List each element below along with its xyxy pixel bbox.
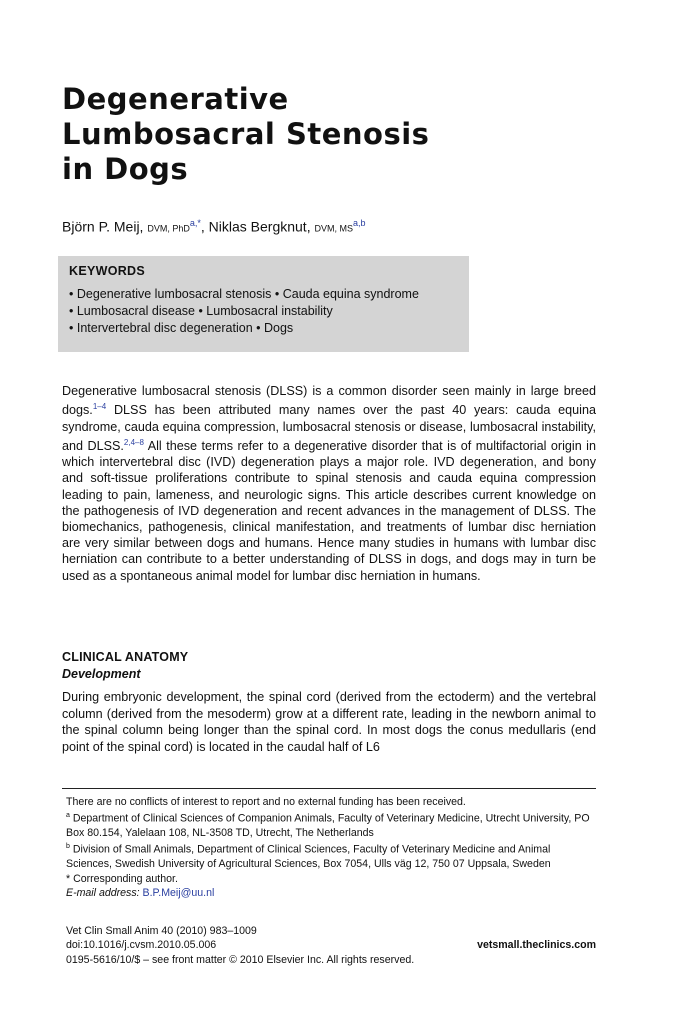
- abstract-text-2: DLSS has been attributed many names over the past 40 years: cauda equina syndrome, cauda equina compression, lumbosacral stenosis or disease, lumbosacral instability, and DLSS.: [62, 403, 596, 453]
- email-line: [66, 886, 596, 900]
- body-paragraph: During embryonic development, the spinal cord (derived from the ectoderm) and the vertebral column (derived from the mesoderm) grow at a different rate, leading in the newborn animal to the spinal column being longer than the spinal cord. In most dogs the conus medullaris (end point of the spinal cord) is located in the caudal half of L6: [62, 690, 596, 754]
- abstract-text-1: Degenerative lumbosacral stenosis (DLSS) is a common disorder seen mainly in large breed dogs.: [62, 384, 596, 418]
- abstract-text-3: All these terms refer to a degenerative disorder that is of multifactorial origin in which intervertebral disc (IVD) degeneration plays a major role. IVD degeneration, and bony and soft-tissue proliferations contribute to spinal stenosis and cauda equina compression leading to pain, lameness, and neurologic signs. This article describes current knowledge on the pathogenesis of IVD degeneration and recent advances in the management of DLSS. The biomechanics, pathogenesis, clinical manifestation, and treatments of lumbar disc herniation are very similar between dogs and humans. Hence many studies in humans with lumbar disc herniation can contribute to a better understanding of DLSS in dogs, and dogs may in turn be used as a spontaneous animal model for lumbar disc herniation in humans.: [62, 438, 596, 583]
- keywords-line: • Degenerative lumbosacral stenosis • Cauda equina syndrome: [69, 287, 419, 301]
- conflict-statement: There are no conflicts of interest to report and no external funding has been received.: [66, 796, 466, 808]
- keywords-line: • Intervertebral disc degeneration • Dogs: [69, 321, 294, 335]
- title-line-1: Degenerative: [62, 82, 289, 116]
- affiliation-b-text: Division of Small Animals, Department of Clinical Sciences, Faculty of Veterinary Medicine and Animal Sciences, Swedish University of Agricultural Sciences, Box 7054, Ulls väg 12, 750 07 Uppsala, Sweden: [66, 843, 551, 871]
- affiliation-a: [66, 809, 596, 840]
- website-link[interactable]: vetsmall.theclinics.com: [477, 939, 596, 952]
- keywords-box: [58, 256, 469, 352]
- author-2-affiliation-mark[interactable]: a,b: [353, 218, 366, 228]
- keywords-line: • Lumbosacral disease • Lumbosacral instability: [69, 304, 333, 318]
- affiliation-a-mark: a: [66, 812, 70, 820]
- footnotes: [66, 795, 596, 900]
- author-list: [62, 218, 366, 235]
- author-2-name: Niklas Bergknut,: [208, 218, 311, 235]
- subsection-heading: Development: [62, 667, 141, 681]
- footnote-divider: [62, 788, 596, 789]
- affiliation-b: [66, 840, 596, 871]
- keywords-heading: KEYWORDS: [69, 264, 146, 278]
- email-label: E-mail address:: [66, 886, 143, 899]
- title-line-3: in Dogs: [62, 152, 189, 186]
- section-heading: CLINICAL ANATOMY: [62, 650, 189, 664]
- title-line-2: Lumbosacral Stenosis: [62, 117, 430, 151]
- author-2-degree: DVM, MS: [314, 223, 353, 234]
- article-title: [62, 82, 622, 187]
- email-link[interactable]: B.P.Meij@uu.nl: [142, 886, 215, 899]
- doi-row: [66, 938, 596, 952]
- affiliation-a-text: Department of Clinical Sciences of Companion Animals, Faculty of Veterinary Medicine, Utrecht University, PO Box 80.154, Yalelaan 108, NL-3508 TD, Utrecht, The Netherlands: [66, 812, 590, 840]
- journal-citation: Vet Clin Small Anim 40 (2010) 983–1009: [66, 925, 257, 937]
- corresponding-author-note: * Corresponding author.: [66, 872, 178, 885]
- reference-link[interactable]: 2,4–8: [123, 437, 144, 447]
- reference-link[interactable]: 1–4: [92, 402, 107, 412]
- author-1-affiliation-mark[interactable]: a,*: [189, 218, 201, 228]
- affiliation-b-mark: b: [66, 843, 70, 851]
- copyright-line: 0195-5616/10/$ – see front matter © 2010 Elsevier Inc. All rights reserved.: [66, 953, 415, 966]
- doi[interactable]: doi:10.1016/j.cvsm.2010.05.006: [66, 939, 217, 952]
- author-1-name: Björn P. Meij,: [62, 218, 144, 235]
- author-1-degree: DVM, PhD: [147, 223, 190, 234]
- abstract-paragraph: [62, 383, 596, 584]
- author-separator: ,: [200, 218, 209, 235]
- citation-block: [66, 924, 596, 967]
